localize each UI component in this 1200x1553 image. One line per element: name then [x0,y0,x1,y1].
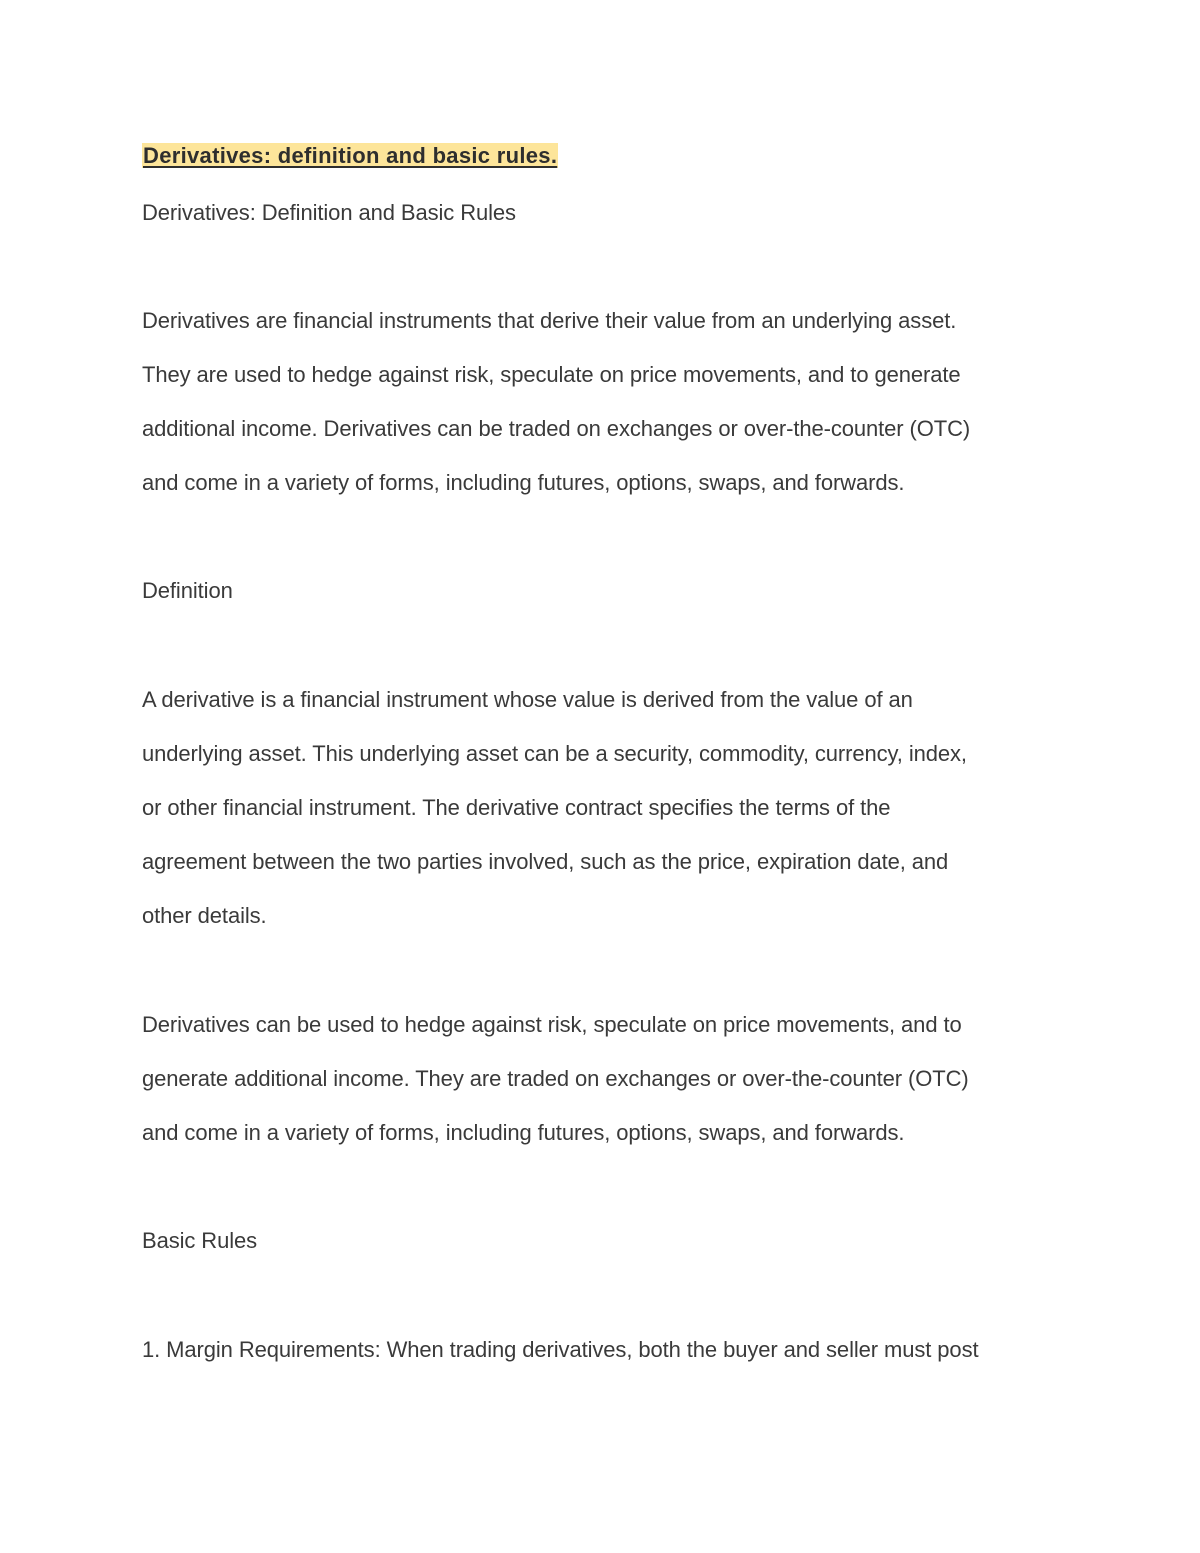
intro-line: They are used to hedge against risk, speculate on price movements, and to generate [142,362,961,387]
basic-rules-heading: Basic Rules [142,1228,258,1253]
rule-1-line: 1. Margin Requirements: When trading derivatives, both the buyer and seller must post [142,1337,979,1362]
intro-line: additional income. Derivatives can be traded on exchanges or over-the-counter (OTC) [142,416,971,441]
usage-line: Derivatives can be used to hedge against risk, speculate on price movements, and to [142,1012,962,1037]
usage-line: and come in a variety of forms, including futures, options, swaps, and forwards. [142,1120,905,1145]
intro-line: and come in a variety of forms, including futures, options, swaps, and forwards. [142,470,905,495]
definition-line: or other financial instrument. The derivative contract specifies the terms of the [142,795,891,820]
definition-line: A derivative is a financial instrument whose value is derived from the value of an [142,687,913,712]
intro-line: Derivatives are financial instruments that derive their value from an underlying asset. [142,308,957,333]
title-line [142,142,558,170]
definition-line: underlying asset. This underlying asset can be a security, commodity, currency, index, [142,741,967,766]
definition-line: other details. [142,903,267,928]
definition-heading: Definition [142,578,233,603]
definition-line: agreement between the two parties involved, such as the price, expiration date, and [142,849,949,874]
usage-line: generate additional income. They are traded on exchanges or over-the-counter (OTC) [142,1066,969,1091]
document-title: Derivatives: definition and basic rules. [143,143,558,168]
document-subtitle: Derivatives: Definition and Basic Rules [142,200,516,225]
